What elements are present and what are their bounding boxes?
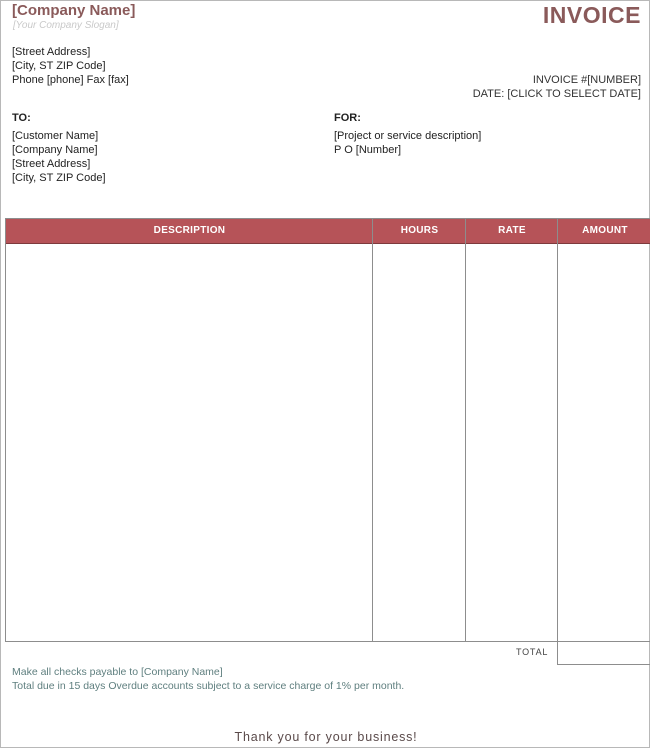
column-divider — [557, 219, 558, 641]
line-items-table — [5, 218, 650, 642]
customer-company: [Company Name] — [12, 144, 98, 156]
company-address — [12, 45, 129, 87]
bill-to-block — [12, 129, 106, 185]
company-name: [Company Name] — [12, 2, 136, 19]
invoice-number: INVOICE #[NUMBER] — [532, 74, 641, 86]
customer-name: [Customer Name] — [12, 130, 99, 142]
invoice-date-field[interactable]: DATE: [CLICK TO SELECT DATE] — [472, 88, 641, 100]
payment-terms-note: Total due in 15 days Overdue accounts subject to a service charge of 1% per month. — [12, 680, 405, 692]
for-label: FOR: — [334, 112, 361, 124]
column-divider — [465, 219, 466, 641]
checks-payable-note: Make all checks payable to [Company Name] — [12, 666, 223, 678]
column-divider — [372, 219, 373, 641]
total-amount-cell[interactable] — [557, 641, 650, 665]
customer-city: [City, ST ZIP Code] — [12, 172, 106, 184]
column-header-hours: HOURS — [400, 225, 439, 236]
company-phone-fax: Phone [phone] Fax [fax] — [12, 74, 129, 86]
column-header-description: DESCRIPTION — [153, 225, 226, 236]
table-header — [6, 219, 650, 244]
column-header-amount: AMOUNT — [582, 225, 628, 236]
to-label: TO: — [12, 112, 31, 124]
company-slogan: [Your Company Slogan] — [13, 20, 119, 31]
for-block — [334, 129, 481, 157]
project-description: [Project or service description] — [334, 130, 482, 142]
footer-notes — [12, 665, 404, 693]
column-header-rate: RATE — [498, 225, 526, 236]
customer-street: [Street Address] — [12, 158, 91, 170]
invoice-title: INVOICE — [542, 2, 641, 28]
invoice-meta — [473, 73, 641, 101]
total-label: TOTAL — [516, 647, 549, 657]
thank-you-message: Thank you for your business! — [234, 730, 418, 744]
company-city: [City, ST ZIP Code] — [12, 60, 106, 72]
po-number: P O [Number] — [334, 144, 402, 156]
company-street: [Street Address] — [12, 46, 91, 58]
